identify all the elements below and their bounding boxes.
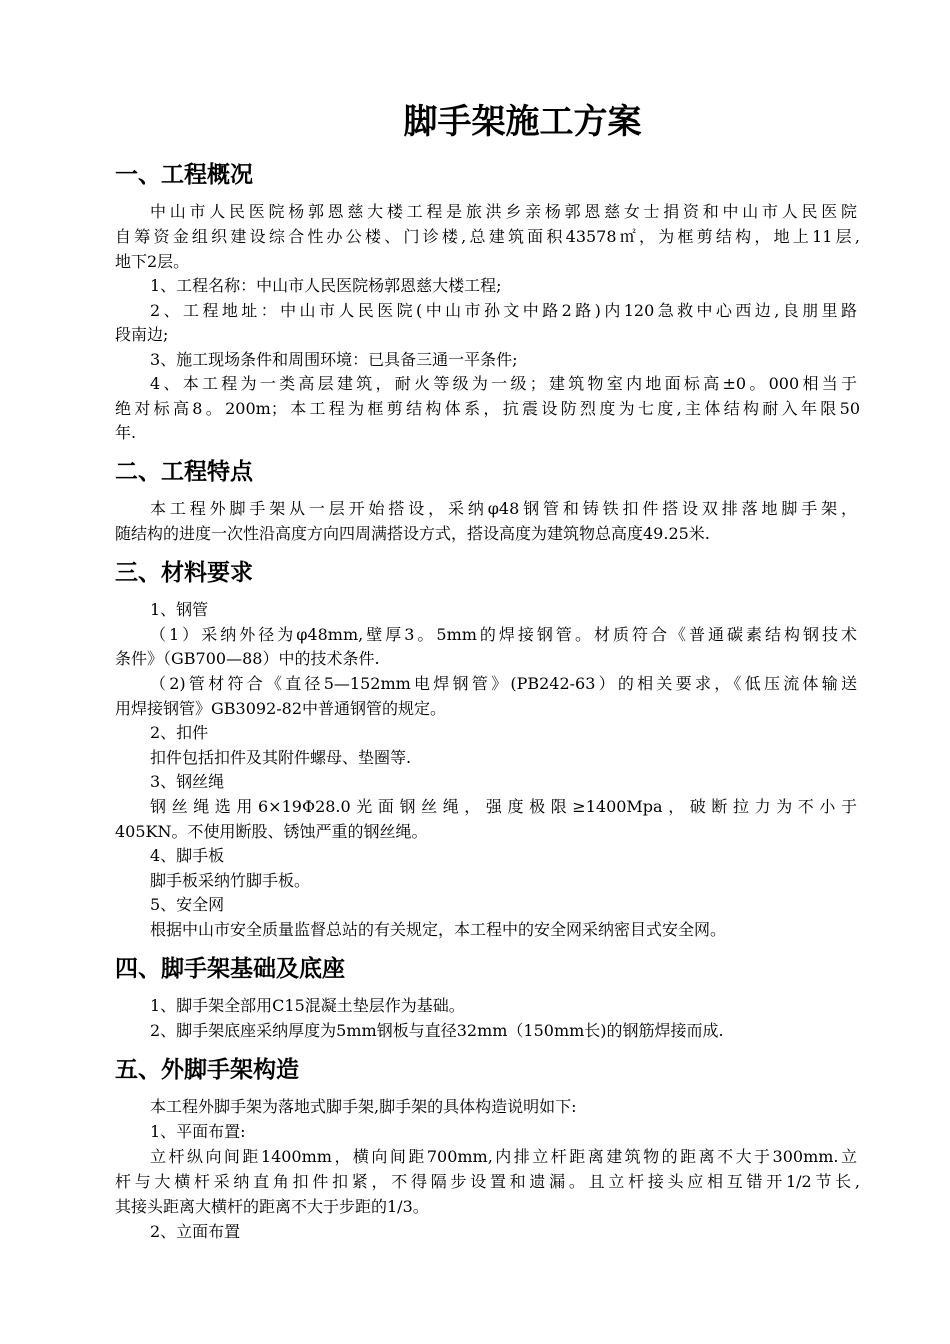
paragraph-line: 本工程外脚手架从一层开始搭设，采纳φ48钢管和铸铁扣件搭设双排落地脚手架， (150, 499, 857, 518)
paragraph-line: （1）采纳外径为φ48mm,壁厚3。5mm的焊接钢管。材质符合《普通碳素结构钢技术 (150, 625, 857, 644)
paragraph-line: 本工程外脚手架为落地式脚手架,脚手架的具体构造说明如下: (150, 1097, 577, 1116)
paragraph-line: 杆与大横杆采纳直角扣件扣紧，不得隔步设置和遗漏。且立杆接头应相互错开1/2节长, (115, 1172, 860, 1191)
paragraph-line: 条件》（GB700—88）中的技术条件. (115, 649, 380, 668)
paragraph-line: 绝对标高8。200m；本工程为框剪结构体系，抗震设防烈度为七度,主体结构耐入年限50 (115, 399, 860, 418)
paragraph-line: 405KN。不使用断股、锈蚀严重的钢丝绳。 (115, 822, 428, 841)
paragraph-line: 立杆纵向间距1400mm，横向间距700mm,内排立杆距离建筑物的距离不大于300mm.立 (150, 1147, 857, 1166)
paragraph-line: 根据中山市安全质量监督总站的有关规定，本工程中的安全网采纳密目式安全网。 (150, 920, 727, 939)
list-item: 5、安全网 (150, 895, 225, 914)
paragraph-line: 年. (115, 423, 137, 442)
paragraph-line: 自筹资金组织建设综合性办公楼、门诊楼,总建筑面积43578㎡，为框剪结构，地上11层, (115, 227, 860, 246)
list-item: 2、立面布置 (150, 1222, 241, 1241)
paragraph-line: 中山市人民医院杨郭恩慈大楼工程是旅洪乡亲杨郭恩慈女士捐资和中山市人民医院 (150, 202, 857, 221)
paragraph-line: 段南边; (115, 325, 169, 344)
section-heading-features: 二、工程特点 (115, 459, 253, 485)
paragraph-line: 其接头距离大横杆的距离不大于步距的1/3。 (115, 1197, 429, 1216)
list-item: 2、脚手架底座采纳厚度为5mm钢板与直径32mm（150mm长)的钢筋焊接而成. (150, 1021, 724, 1040)
paragraph-line: （2)管材符合《直径5—152mm电焊钢管》(PB242-63）的相关要求，《低压流体输送 (150, 674, 857, 693)
paragraph-line: 地下2层。 (115, 252, 190, 271)
list-item: 3、施工现场条件和周围环境：已具备三通一平条件; (150, 350, 518, 369)
paragraph-line: 钢丝绳选用6×19Φ28.0光面钢丝绳，强度极限≥1400Mpa，破断拉力为不小于 (150, 797, 857, 816)
list-item: 1、平面布置: (150, 1122, 246, 1141)
section-heading-materials: 三、材料要求 (115, 560, 253, 586)
list-item: 2、工程地址：中山市人民医院(中山市孙文中路2路)内120急救中心西边,良朋里路 (150, 301, 857, 320)
document-title: 脚手架施工方案 (403, 102, 642, 142)
section-heading-overview: 一、工程概况 (115, 162, 253, 188)
paragraph-line: 随结构的进度一次性沿高度方向四周满搭设方式，搭设高度为建筑物总高度49.25米. (115, 524, 710, 543)
list-item: 3、钢丝绳 (150, 772, 225, 791)
list-item: 1、工程名称：中山市人民医院杨郭恩慈大楼工程; (150, 276, 502, 295)
list-item: 2、扣件 (150, 723, 209, 742)
section-heading-construction: 五、外脚手架构造 (115, 1057, 299, 1083)
section-heading-foundation: 四、脚手架基础及底座 (115, 956, 345, 982)
list-item: 1、钢管 (150, 600, 209, 619)
list-item: 1、脚手架全部用C15混凝土垫层作为基础。 (150, 996, 465, 1015)
paragraph-line: 用焊接钢管》GB3092-82中普通钢管的规定。 (115, 699, 447, 718)
paragraph-line: 扣件包括扣件及其附件螺母、垫圈等. (150, 748, 412, 767)
list-item: 4、脚手板 (150, 846, 225, 865)
list-item: 4、本工程为一类高层建筑，耐火等级为一级；建筑物室内地面标高±0。000相当于 (150, 374, 857, 393)
paragraph-line: 脚手板采纳竹脚手板。 (150, 871, 311, 890)
